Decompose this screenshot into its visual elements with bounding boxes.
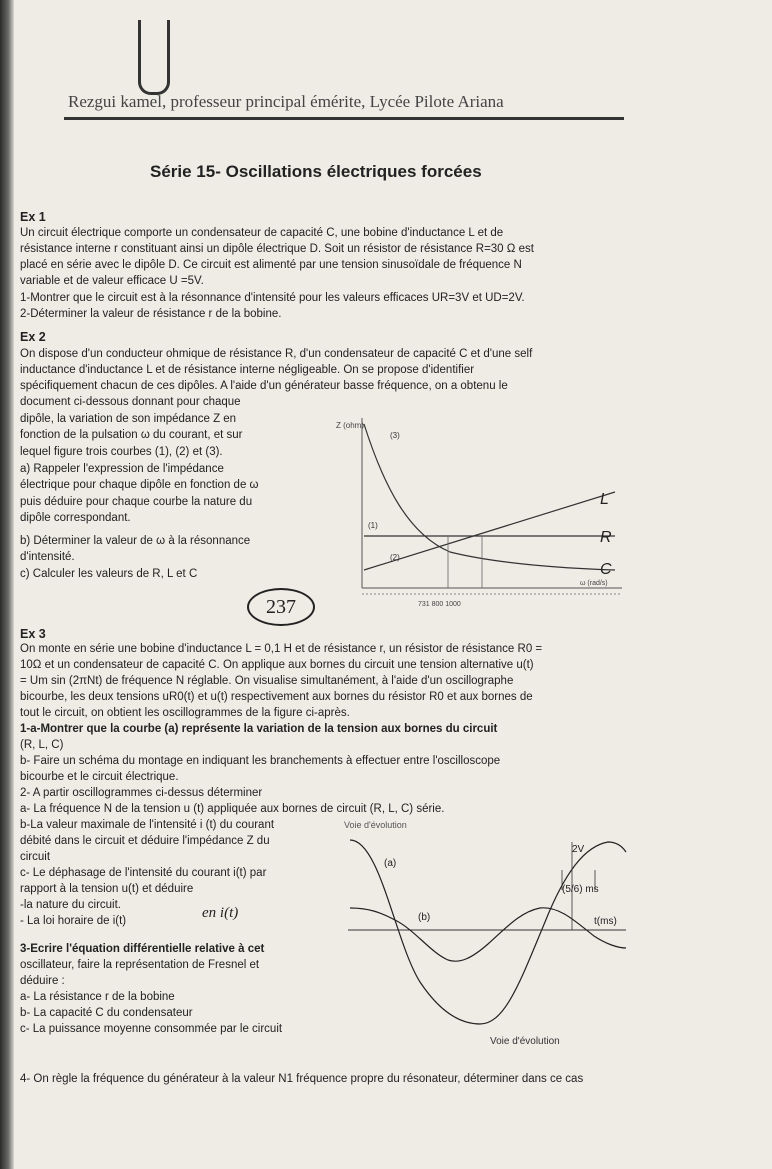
ex1-heading: Ex 1 <box>20 210 46 224</box>
page-title: Série 15- Oscillations électriques forcées <box>150 162 482 181</box>
ex2-left-line: c) Calculer les valeurs de R, L et C <box>20 568 198 580</box>
oscillogram-graph <box>340 812 630 1052</box>
ex1-line: variable et de valeur efficace U =5V. <box>20 275 204 287</box>
header-rule <box>64 117 624 120</box>
ex3-left-line: rapport à la tension u(t) et déduire <box>20 883 194 895</box>
y-axis-label: Z (ohm) <box>336 421 364 430</box>
ex3-left-line: - La loi horaire de i(t) <box>20 915 127 927</box>
curve-b-label: (b) <box>418 912 431 923</box>
page-edge-shadow <box>0 0 14 1169</box>
ex3-left-line: a- La résistance r de la bobine <box>20 991 175 1003</box>
ex2-left-line: fonction de la pulsation ω du courant, et sur <box>20 429 243 441</box>
ex3-left-line: c- La puissance moyenne consommée par le circuit <box>20 1023 283 1035</box>
ex3-left-line: débité dans le circuit et déduire l'impédance Z du <box>20 835 270 847</box>
ex2-left-line: a) Rappeler l'expression de l'impédance <box>20 463 224 475</box>
curve-3 <box>364 424 615 570</box>
page-header: Rezgui kamel, professeur principal émérite, Lycée Pilote Ariana <box>68 92 504 111</box>
curve-label-2: (2) <box>390 553 400 562</box>
ex1-line: placé en série avec le dipôle D. Ce circuit est alimenté par une tension sinusoïdale de fréquence N <box>20 259 522 271</box>
curve-a-label: (a) <box>384 858 397 869</box>
ex3-question: a- La fréquence N de la tension u (t) appliquée aux bornes de circuit (R, L, C) série. <box>20 803 445 815</box>
ex1-question: 2-Déterminer la valeur de résistance r de la bobine. <box>20 308 282 320</box>
ex3-left-line: oscillateur, faire la représentation de Fresnel et <box>20 959 260 971</box>
top-channel-label: Voie d'évolution <box>344 820 407 830</box>
ex3-question: 1-a-Montrer que la courbe (a) représente la variation de la tension aux bornes du circuit <box>20 723 498 735</box>
ex3-left-line: b-La valeur maximale de l'intensité i (t) du courant <box>20 819 275 831</box>
page-number-stamp: 237 <box>247 588 315 626</box>
ex2-left-line: d'intensité. <box>20 551 75 563</box>
ex2-left-line: document ci-dessous donnant pour chaque <box>20 396 241 408</box>
ex3-line: On monte en série une bobine d'inductance L = 0,1 H et de résistance r, un résistor de résistance R0 = <box>20 643 543 655</box>
ex3-line: (R, L, C) <box>20 739 64 751</box>
ex3-left-line: circuit <box>20 851 51 863</box>
ex3-line: bicourbe et le circuit électrique. <box>20 771 179 783</box>
ex2-left-line: dipôle correspondant. <box>20 512 131 524</box>
time-axis-label: t(ms) <box>594 916 617 927</box>
hand-label-R: R <box>600 529 612 546</box>
handwritten-note: en i(t) <box>202 905 239 921</box>
time-scale-label: (5/6) ms <box>562 884 599 895</box>
curve-2 <box>364 492 615 570</box>
ex2-left-line: puis déduire pour chaque courbe la nature du <box>20 496 253 508</box>
ex3-question: b- Faire un schéma du montage en indiquant les branchements à effectuer entre l'oscilloscope <box>20 755 501 767</box>
hand-label-C: C <box>600 561 612 578</box>
ex3-line: tout le circuit, on obtient les oscillogrammes de la figure ci-après. <box>20 707 350 719</box>
ex1-line: Un circuit électrique comporte un condensateur de capacité C, une bobine d'inductance L et de <box>20 227 504 239</box>
tick-labels: 731 800 1000 <box>418 601 461 608</box>
ex2-left-line: électrique pour chaque dipôle en fonction de ω <box>20 479 259 491</box>
ex3-left-line: 3-Ecrire l'équation différentielle relative à cet <box>20 943 265 955</box>
x-axis-label: ω (rad/s) <box>580 580 608 587</box>
ex3-left-line: c- Le déphasage de l'intensité du courant i(t) par <box>20 867 267 879</box>
ex3-line: bicourbe, les deux tensions uR0(t) et u(t) respectivement aux bornes du résistor R0 et aux bornes de <box>20 691 533 703</box>
ex2-line: spécifiquement chacun de ces dipôles. A l'aide d'un générateur basse fréquence, on a obtenu le <box>20 380 508 392</box>
curve-b <box>350 908 626 961</box>
bottom-channel-label: Voie d'évolution <box>490 1036 560 1047</box>
ex3-left-line: -la nature du circuit. <box>20 899 121 911</box>
ex3-line: = Um sin (2πNt) de fréquence N réglable. On visualise simultanément, à l'aide d'un oscillographe <box>20 675 514 687</box>
curve-label-1: (1) <box>368 521 378 530</box>
curve-label-3: (3) <box>390 431 400 440</box>
ex3-left-line: b- La capacité C du condensateur <box>20 1007 193 1019</box>
ex2-line: On dispose d'un conducteur ohmique de résistance R, d'un condensateur de capacité C et d'une self <box>20 348 533 360</box>
impedance-graph <box>330 410 630 620</box>
ex3-line: 10Ω et un condensateur de capacité C. On applique aux bornes du circuit une tension alternative u(t) <box>20 659 534 671</box>
paper-clip <box>138 20 170 95</box>
ex3-final-question: 4- On règle la fréquence du générateur à la valeur N1 fréquence propre du résonateur, déterminer dans ce cas <box>20 1073 584 1085</box>
ex1-question: 1-Montrer que le circuit est à la résonnance d'intensité pour les valeurs efficaces UR=3V et UD=2V. <box>20 292 525 304</box>
ex2-line: inductance d'inductance L et de résistance interne négligeable. On se propose d'identifier <box>20 364 475 376</box>
ex2-heading: Ex 2 <box>20 330 46 344</box>
ex2-left-line: b) Déterminer la valeur de ω à la résonnance <box>20 535 251 547</box>
ex3-left-line: déduire : <box>20 975 65 987</box>
ex3-heading: Ex 3 <box>20 627 46 641</box>
ex2-left-line: dipôle, la variation de son impédance Z en <box>20 413 237 425</box>
hand-label-L: L <box>600 491 609 508</box>
ex2-left-line: lequel figure trois courbes (1), (2) et (3). <box>20 446 223 458</box>
voltage-scale-label: 2V <box>572 844 585 855</box>
ex1-line: résistance interne r constituant ainsi un dipôle électrique D. Soit un résistor de résistance R=30 Ω est <box>20 243 534 255</box>
ex3-question: 2- A partir oscillogrammes ci-dessus déterminer <box>20 787 263 799</box>
